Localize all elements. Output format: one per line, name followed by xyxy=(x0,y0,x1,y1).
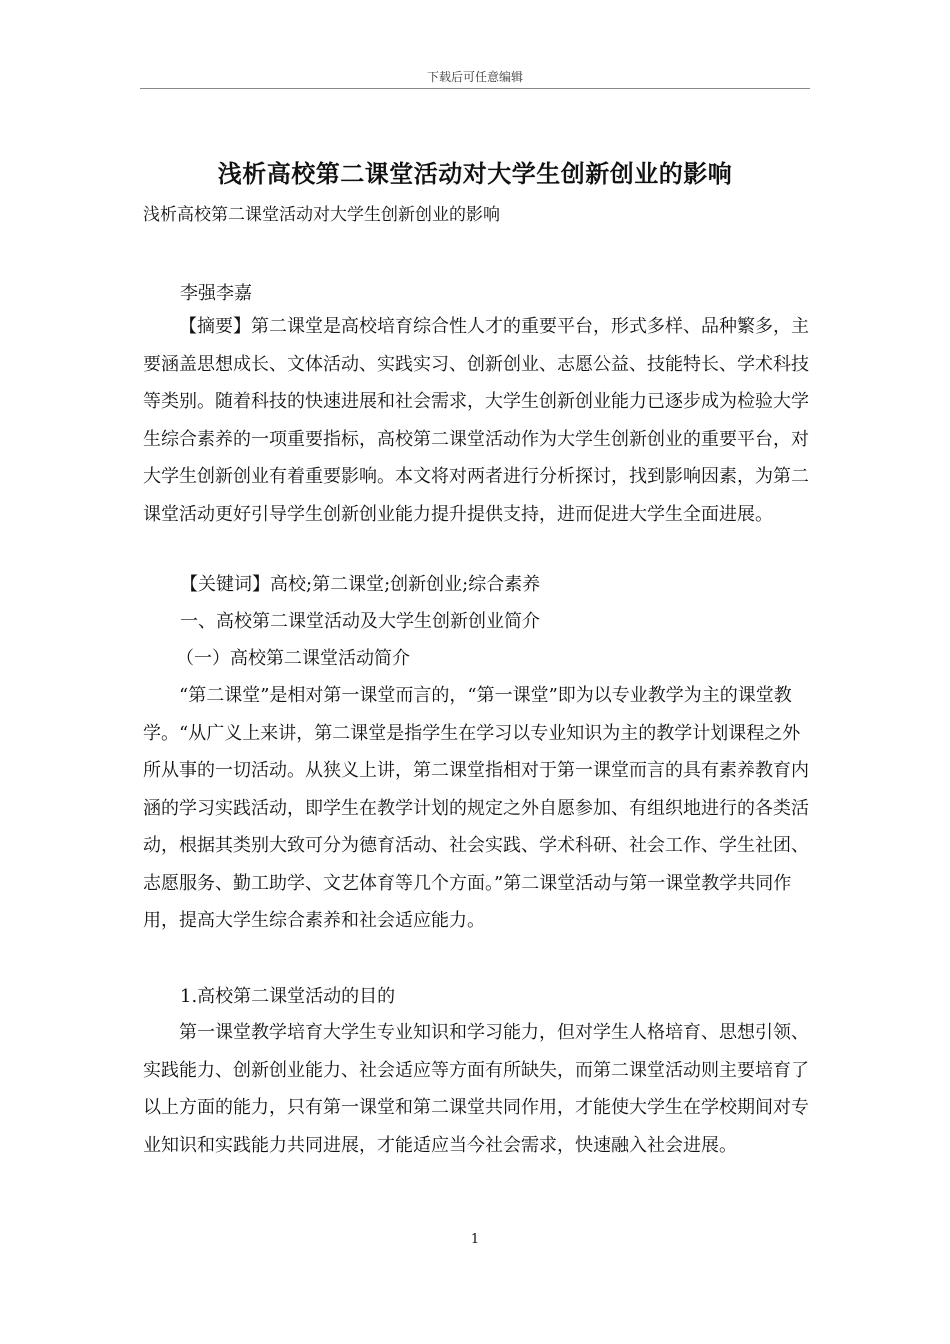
author-line: 李强李嘉 xyxy=(180,283,252,304)
purpose-paragraph: 第一课堂教学培育大学生专业知识和学习能力，但对学生人格培育、思想引领、实践能力、创新创业能力、社会适应等方面有所缺失，而第二课堂活动则主要培育了以上方面的能力，只有第一课堂和第二课堂共同作用，才能使大学生在学校期间对专业知识和实践能力共同进展，才能适应当今社会需求，快速融入社会进展。 xyxy=(143,1022,809,1156)
section-heading-1-1: （一）高校第二课堂活动简介 xyxy=(176,648,410,669)
page-number: 1 xyxy=(470,1232,480,1247)
subsection-heading-purpose: 1.高校第二课堂活动的目的 xyxy=(180,986,396,1007)
second-classroom-intro-paragraph: “第二课堂”是相对第一课堂而言的，“第一课堂”即为以专业教学为主的课堂教学。“从广义上来讲，第二课堂是指学生在学习以专业知识为主的教学计划课程之外所从事的一切活动。从狭义上讲，第二课堂指相对于第一课堂而言的具有素养教育内涵的学习实践活动，即学生在教学计划的规定之外自愿参加、有组织地进行的各类活动，根据其类别大致可分为德育活动、社会实践、学术科研、社会工作、学生社团、志愿服务、勤工助学、文艺体育等几个方面。”第二课堂活动与第一课堂教学共同作用，提高大学生综合素养和社会适应能力。 xyxy=(143,685,809,931)
abstract-paragraph: 【摘要】第二课堂是高校培育综合性人才的重要平台，形式多样、品种繁多，主要涵盖思想成长、文体活动、实践实习、创新创业、志愿公益、技能特长、学术科技等类别。随着科技的快速进展和社会需求，大学生创新创业能力已逐步成为检验大学生综合素养的一项重要指标，高校第二课堂活动作为大学生创新创业的重要平台，对大学生创新创业有着重要影响。本文将对两者进行分析探讨，找到影响因素，为第二课堂活动更好引导学生创新创业能力提升提供支持，进而促进大学生全面进展。 xyxy=(143,316,809,525)
header-note: 下载后可任意编辑 xyxy=(426,70,523,84)
section-heading-1: 一、高校第二课堂活动及大学生创新创业简介 xyxy=(180,611,540,632)
keywords-line: 【关键词】高校;第二课堂;创新创业;综合素养 xyxy=(180,574,541,595)
document-subtitle: 浅析高校第二课堂活动对大学生创新创业的影响 xyxy=(143,205,500,225)
header-divider xyxy=(140,88,810,89)
document-title: 浅析高校第二课堂活动对大学生创新创业的影响 xyxy=(217,159,733,188)
